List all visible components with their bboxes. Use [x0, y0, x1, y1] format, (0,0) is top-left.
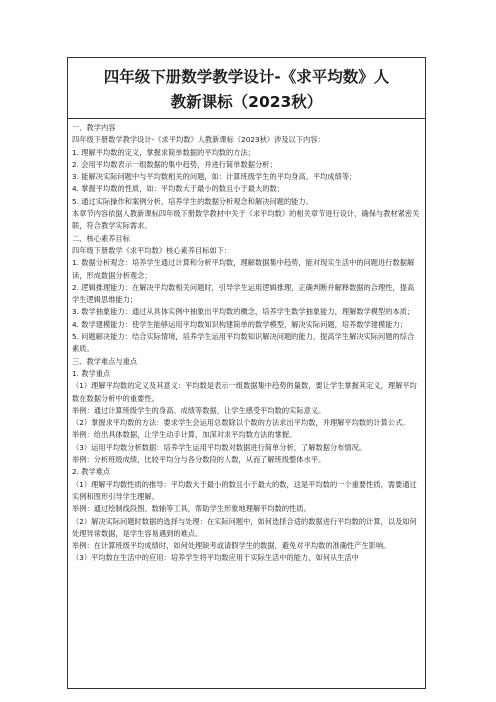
paragraph: 四年级下册数学教学设计-《求平均数》人教新课标（2023秋）涉及以下内容：	[72, 135, 325, 145]
list-item: 2. 会用平均数表示一组数据的集中趋势，并进行简单数据分析；	[72, 159, 277, 169]
title-line-1: 四年级下册数学教学设计-《求平均数》人	[103, 68, 390, 86]
document-title	[68, 58, 425, 119]
paragraph: （3）运用平均数分析数据：培养学生运用平均数对数据进行简单分析，了解数据分布情况。	[72, 442, 367, 452]
paragraph: （1）理解平均数的定义及其意义：平均数是表示一组数据集中趋势的量数，要让学生掌握其定义，理解平均数在数据分析中的重要性。	[72, 381, 417, 403]
list-item: 3. 能解决实际问题中与平均数相关的问题，如：计算班级学生的平均身高、平均成绩等；	[72, 172, 357, 182]
example: 举例：通过绘制线段图、数轴等工具，帮助学生形象地理解平均数的性质。	[72, 504, 311, 514]
list-item: 4. 数学建模能力：使学生能够运用平均数知识构建简单的数学模型，解决实际问题，培养数学建模能力；	[72, 319, 407, 329]
list-item: 2. 逻辑推理能力：在解决平均数相关问题时，引导学生运用逻辑推理，正确判断并解释数据的合理性，提高学生逻辑思维能力；	[72, 282, 415, 305]
list-item: 5. 问题解决能力：结合实际情境，培养学生运用平均数知识解决问题的能力，提高学生解决实际问题的综合素质。	[72, 332, 415, 354]
list-item: 5. 通过实际操作和案例分析，培养学生的数据分析观念和解决问题的能力。	[72, 196, 313, 206]
section-heading-content: 一、教学内容	[72, 123, 116, 132]
subsection-heading: 1. 教学重点	[72, 368, 111, 378]
example: 举例：在计算班级平均成绩时，如何处理缺考或请假学生的数据，避免对平均数的准确性产生影响。	[72, 541, 391, 551]
list-item: 1. 理解平均数的定义，掌握求简单数据的平均数的方法；	[72, 147, 255, 157]
document-page	[67, 57, 426, 689]
example: 举例：给出具体数据，让学生动手计算，加深对求平均数方法的掌握。	[72, 430, 297, 440]
list-item: 4. 掌握平均数的性质，如：平均数大于最小的数且小于最大的数；	[72, 184, 284, 194]
paragraph: （3）平均数在生活中的应用：培养学生将平均数应用于实际生活中的能力，如何从生活中	[72, 553, 359, 563]
section-heading-difficulties: 三、教学难点与重点	[72, 356, 138, 366]
list-item: 3. 数学抽象能力：通过从具体实例中抽象出平均数的概念，培养学生数学抽象能力，理解数学模型的本质；	[72, 307, 415, 317]
section-heading-goals: 二、核心素养目标	[72, 233, 130, 243]
paragraph: （1）理解平均数性质的推导：平均数大于最小的数且小于最大的数，这是平均数的一个重要性质，需要通过实例和图形引导学生理解。	[72, 479, 417, 501]
list-item: 1. 数据分析观念：培养学生通过计算和分析平均数，理解数据集中趋势，能对现实生活中的问题进行数据解读，形成数据分析观念；	[72, 258, 415, 280]
paragraph: （2）解决实际问题时数据的选择与处理：在实际问题中，如何选择合适的数据进行平均数的计算，以及如何处理异常数据，是学生容易遇到的难点。	[72, 516, 417, 538]
subsection-heading: 2. 教学难点	[72, 467, 111, 477]
paragraph: 本章节内容依据人教新课标四年级下册数学教材中关于《求平均数》的相关章节进行设计，确保与教材紧密关联，符合教学实际需求。	[72, 209, 420, 231]
title-line-2: 教新课标（2023秋）	[170, 93, 323, 111]
document-body	[68, 119, 425, 565]
paragraph: 四年级下册数学《求平均数》核心素养目标如下：	[72, 245, 232, 255]
example: 举例：通过计算班级学生的身高、成绩等数据，让学生感受平均数的实际意义。	[72, 405, 326, 415]
example: 举例：分析班级成绩，比较平均分与各分数段的人数，从而了解班级整体水平。	[72, 455, 326, 465]
paragraph: （2）掌握求平均数的方法：要求学生会运用总数除以个数的方法求出平均数，并理解平均数的计算公式。	[72, 418, 410, 428]
